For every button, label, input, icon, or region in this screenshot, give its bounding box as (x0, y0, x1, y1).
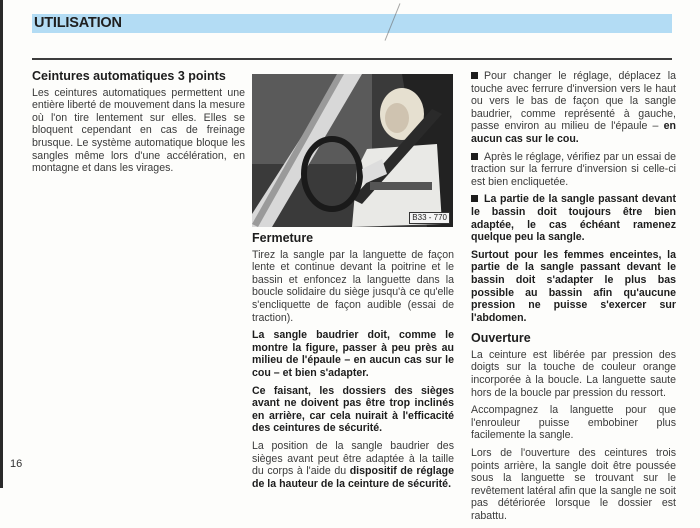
p4-text: La position de la sangle baudrier des sièges avant peut être adaptée à la taille du corps à l'aide du (252, 439, 454, 478)
intro-paragraph: Les ceintures automatiques permettent une entière liberté de mouvement dans la mesure où l'on tire lentement sur elles. Elles se bloquent cependant en cas de freinage brusque. Le système automatique bloque les sangles même lors d'une accélération, en montagne et dans les virages. (32, 86, 245, 175)
scan-edge (0, 0, 3, 488)
p4-bold-text: dispositif de réglage de la hauteur de la ceinture de sécurité (252, 465, 454, 490)
ouverture-paragraph-1: La ceinture est libérée par pression des doigts sur la touche de couleur orange incorporée à la boucle. La languette saute hors de la boucle par pression du ressort. (471, 348, 676, 399)
seatbelt-photo (252, 74, 453, 227)
square-bullet-icon (471, 195, 478, 202)
section-header-bar (32, 14, 672, 33)
fermeture-paragraph-4 (252, 440, 454, 490)
p4-end: . (448, 477, 452, 490)
figure-label: B33 - 770 (409, 212, 450, 224)
fermeture-warning-1: La sangle baudrier doit, comme le montre la figure, passer à peu près au milieu de l'épaule – en aucun cas sur le cou – et bien s'adapter. (252, 329, 454, 379)
fermeture-paragraph-1: Tirez la sangle par la languette de façon lente et continue devant la poitrine et le bassin et enfoncez la languette dans la boucle solidaire du siège jusqu'à ce qu'elle s'encliquette de façon audible (essai de traction). (252, 248, 454, 324)
column-reglage (471, 70, 676, 528)
square-bullet-icon (471, 153, 478, 160)
pregnant-warning: Surtout pour les femmes enceintes, la partie de la sangle passant devant le bassin doit s'adapter le plus bas possible au bassin afin qu'aucune pression ne puisse s'exercer sur l'abdomen. (471, 248, 676, 324)
bullet-reglage-2 (471, 151, 676, 189)
bullet-3-text: La partie de la sangle passant devant le bassin doit toujours être bien adaptée, le cas échéant ramenez quelque peu la sangle. (471, 193, 676, 244)
bullet-1-text: Pour changer le réglage, déplacez la touche avec ferrure d'inversion vers le haut ou vers le bas de façon que la sangle baudrier, comme représenté à gauche, passe environ au milieu de l'épaule – (471, 70, 676, 133)
bullet-1-bold: en aucun cas sur le cou. (471, 120, 676, 145)
bullet-2-text: Après le réglage, vérifiez par un essai de traction sur la ferrure d'inversion si celle-ci est bien encliquetée. (471, 150, 676, 188)
ouverture-paragraph-3: Lors de l'ouverture des ceintures trois points arrière, la sangle doit être poussée sous la languette se trouvant sur le revêtement latéral afin que la sangle ne soit pas détériorée lorsque le dossier est rabattu. (471, 447, 676, 522)
heading-ouverture: Ouverture (471, 331, 531, 346)
fermeture-warning-2: Ce faisant, les dossiers des sièges avant ne doivent pas être trop inclinés en arrière, car cela nuirait à l'efficacité des ceintures de sécurité. (252, 384, 454, 435)
photo-illustration (252, 74, 453, 227)
page-number: 16 (10, 458, 23, 470)
column-fermeture (252, 232, 454, 495)
section-title: UTILISATION (34, 15, 122, 31)
ouverture-paragraph-2: Accompagnez la languette pour que l'enrouleur puisse embobiner plus facilemente la sangle. (471, 404, 676, 442)
bullet-reglage-3 (471, 193, 676, 243)
square-bullet-icon (471, 72, 478, 79)
horizontal-rule (32, 58, 672, 60)
heading-fermeture: Fermeture (252, 231, 314, 245)
heading-ceintures: Ceintures automatiques 3 points (32, 69, 226, 83)
bullet-reglage-1 (471, 70, 676, 146)
column-intro (32, 70, 245, 180)
